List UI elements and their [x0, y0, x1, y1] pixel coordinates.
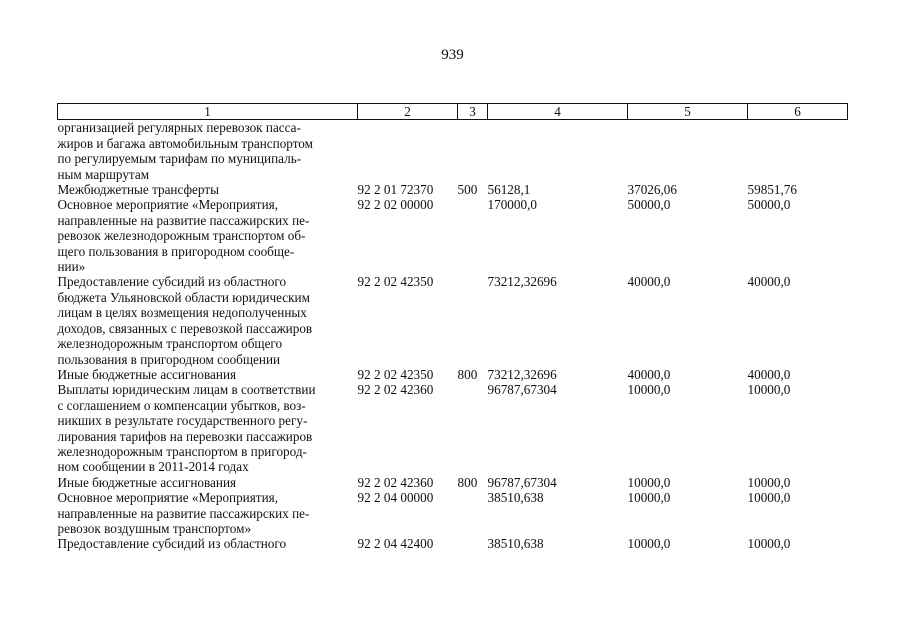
description-line: направленные на развитие пассажирских пе-: [57, 505, 310, 521]
table-row: [58, 490, 848, 536]
expense-type: [458, 536, 488, 551]
description-line: Основное мероприятие «Мероприятия,: [57, 490, 278, 506]
row-description: [58, 382, 358, 474]
description-line: лирования тарифов на перевозки пассажиров: [57, 428, 313, 444]
column-header: 1: [58, 104, 358, 120]
description-line: жиров и багажа автомобильным транспортом: [57, 135, 313, 151]
value-col-5: 10000,0: [627, 490, 671, 506]
budget-code: 92 2 02 00000: [357, 197, 434, 213]
row-description: [58, 490, 358, 536]
column-header: 3: [458, 104, 488, 120]
value-col-4: 38510,638: [487, 536, 544, 552]
budget-table: [57, 103, 848, 552]
table-row: [58, 382, 848, 474]
column-header: 6: [748, 104, 848, 120]
value-col-6: 50000,0: [747, 197, 791, 213]
expense-type: [458, 382, 488, 474]
description-line: нии»: [57, 259, 86, 275]
value-col-5: 10000,0: [627, 382, 671, 398]
row-description: [58, 475, 358, 490]
description-line: Иные бюджетные ассигнования: [57, 474, 237, 490]
column-header: 5: [628, 104, 748, 120]
description-line: бюджета Ульяновской области юридическим: [57, 289, 310, 305]
value-col-6: 40000,0: [747, 274, 791, 290]
table-body: [58, 120, 848, 552]
description-line: Основное мероприятие «Мероприятия,: [57, 197, 278, 213]
row-description: [58, 536, 358, 551]
row-description: [58, 197, 358, 274]
value-col-4: 170000,0: [487, 197, 537, 213]
description-line: с соглашением о компенсации убытков, воз-: [57, 397, 306, 413]
description-line: Межбюджетные трансферты: [57, 182, 219, 198]
value-col-5: [628, 120, 748, 182]
table-row: [58, 475, 848, 490]
value-col-5: 10000,0: [627, 474, 671, 490]
description-line: ревозок воздушным транспортом»: [57, 520, 252, 536]
description-line: доходов, связанных с перевозкой пассажиров: [57, 320, 313, 336]
row-description: [58, 120, 358, 182]
description-line: никших в результате государственного регу-: [57, 413, 308, 429]
value-col-4: 38510,638: [487, 490, 544, 506]
value-col-6: [748, 120, 848, 182]
description-line: Предоставление субсидий из областного: [57, 536, 287, 552]
row-description: [58, 182, 358, 197]
value-col-4: 56128,1: [487, 182, 531, 198]
description-line: Иные бюджетные ассигнования: [57, 366, 237, 382]
budget-code: [358, 120, 458, 182]
table-row: [58, 367, 848, 382]
description-line: щего пользования в пригородном сообще-: [57, 243, 295, 259]
budget-code: 92 2 04 00000: [357, 490, 434, 506]
description-line: железнодорожным транспортом общего: [57, 336, 283, 352]
value-col-6: 10000,0: [747, 536, 791, 552]
value-col-4: 96787,67304: [487, 474, 557, 490]
description-line: Предоставление субсидий из областного: [57, 274, 287, 290]
description-line: по регулируемым тарифам по муниципаль-: [57, 151, 302, 167]
value-col-5: 50000,0: [627, 197, 671, 213]
value-col-6: 40000,0: [747, 366, 791, 382]
description-line: пользования в пригородном сообщении: [57, 351, 281, 367]
expense-type: 800: [457, 474, 478, 490]
expense-type: [458, 197, 488, 274]
value-col-4: [488, 120, 628, 182]
value-col-4: 73212,32696: [487, 366, 557, 382]
description-line: Выплаты юридическим лицам в соответствии: [57, 382, 316, 398]
budget-code: 92 2 02 42350: [357, 274, 434, 290]
budget-code: 92 2 02 42360: [357, 474, 434, 490]
column-header: 2: [358, 104, 458, 120]
value-col-6: 10000,0: [747, 490, 791, 506]
table-row: [58, 274, 848, 366]
expense-type: [458, 120, 488, 182]
row-description: [58, 367, 358, 382]
description-line: железнодорожным транспортом в пригород-: [57, 443, 307, 459]
value-col-6: 59851,76: [747, 182, 797, 198]
expense-type: [458, 274, 488, 366]
description-line: организацией регулярных перевозок пасса-: [57, 120, 301, 136]
budget-code: 92 2 04 42400: [357, 536, 434, 552]
description-line: ревозок железнодорожным транспортом об-: [57, 228, 306, 244]
description-line: направленные на развитие пассажирских пе-: [57, 212, 310, 228]
description-line: лицам в целях возмещения недополученных: [57, 305, 307, 321]
description-line: ном сообщении в 2011-2014 годах: [57, 459, 249, 475]
value-col-6: 10000,0: [747, 474, 791, 490]
table-row: [58, 197, 848, 274]
table-row: [58, 182, 848, 197]
page-number: 939: [441, 47, 464, 63]
budget-code: 92 2 02 42360: [357, 382, 434, 398]
value-col-5: 40000,0: [627, 366, 671, 382]
budget-code: 92 2 02 42350: [357, 366, 434, 382]
expense-type: 500: [457, 182, 478, 198]
column-header: 4: [488, 104, 628, 120]
table-header-row: [58, 104, 848, 120]
budget-code: 92 2 01 72370: [357, 182, 434, 198]
value-col-4: 96787,67304: [487, 382, 557, 398]
value-col-6: 10000,0: [747, 382, 791, 398]
table-row: [58, 120, 848, 182]
expense-type: [458, 490, 488, 536]
table-row: [58, 536, 848, 551]
expense-type: 800: [457, 366, 478, 382]
value-col-5: 40000,0: [627, 274, 671, 290]
value-col-5: 37026,06: [627, 182, 677, 198]
row-description: [58, 274, 358, 366]
value-col-4: 73212,32696: [487, 274, 557, 290]
value-col-5: 10000,0: [627, 536, 671, 552]
description-line: ным маршрутам: [57, 166, 150, 182]
